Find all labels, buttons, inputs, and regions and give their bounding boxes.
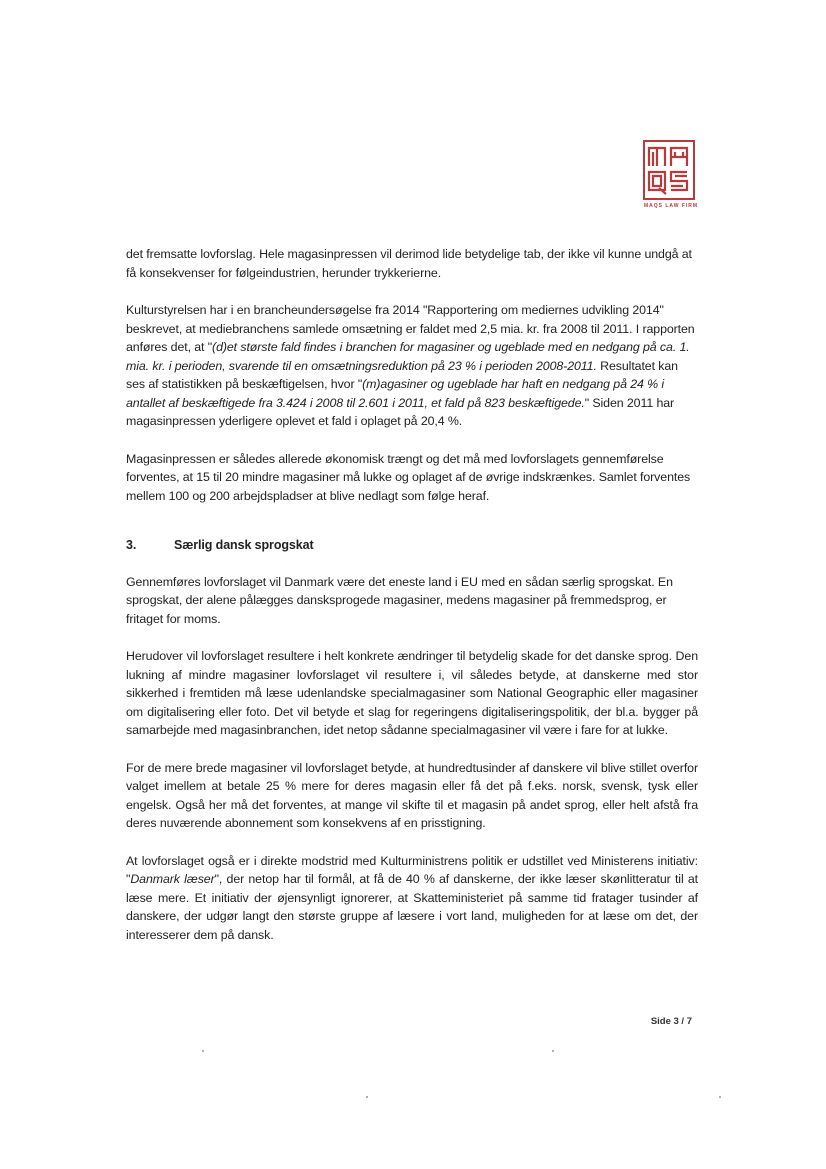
paragraph-2: Kulturstyrelsen har i en brancheundersøgelse fra 2014 "Rapportering om mediernes udvikling 2014" beskrevet, at mediebranchens samlede omsætning er faldet med 2,5 mia. kr. fra 2008 til 2011. I rapporten anføres det, at "(d)et største fald findes i branchen for magasiner og ugeblade med en nedgang på ca. 1. mia. kr. i perioden, svarende til en omsætningsreduktion på 23 % i perioden 2008-2011. Resultatet kan ses af statistikken på beskæftigelsen, hvor "(m)agasiner og ugeblade har haft en nedgang på 24 % i antallet af beskæftigede fra 3.424 i 2008 til 2.601 i 2011, et fald på 823 beskæftigede." Siden 2011 har magasinpressen yderligere oplevet et fald i oplaget på 20,4 %. [126, 303, 695, 428]
scan-speck [202, 1050, 204, 1052]
paragraph-1: det fremsatte lovforslag. Hele magasinpressen vil derimod lide betydelige tab, der ikke vil kunne undgå at få konsekvenser for følgeindustrien, herunder trykkerierne. [126, 247, 692, 280]
logo-caption: MAQS LAW FIRM [643, 203, 699, 209]
scan-speck [366, 1096, 368, 1098]
page-number: Side 3 / 7 [650, 1016, 692, 1027]
section-heading [126, 536, 698, 555]
paragraph-6: For de mere brede magasiner vil lovforslaget betyde, at hundredtusinder af danskere vil blive stillet overfor valget imellem at betale 25 % mere for deres magasin eller få det på f.eks. norsk, svensk, tysk eller engelsk. Også her må det forventes, at mange vil skifte til et magasin på andet sprog, eller helt afstå fra deres nuværende abonnement som konsekvens af en prisstigning. [126, 760, 698, 830]
scan-speck [719, 1096, 721, 1098]
scan-speck [552, 1050, 554, 1052]
initiative-name: Danmark læser [130, 872, 215, 886]
letter-body [126, 245, 698, 963]
paragraph-5: Herudover vil lovforslaget resultere i helt konkrete ændringer til betydelig skade for det danske sprog. Den lukning af mindre magasiner lovforslaget vil resultere i, vil således betyde, at danskerne med stor sikkerhed i fremtiden må læse udenlandske specialmagasiner som National Geographic eller magasiner om digitalisering eller foto. Det vil betyde et slag for regeringens digitaliseringspolitik, der bl.a. bygger på samarbejde med magasinbranchen, idet netop sådanne specialmagasiner vil være i fare for at lukke. [126, 649, 698, 737]
paragraph-7: At lovforslaget også er i direkte modstrid med Kulturministrens politik er udstillet ved Ministerens initiativ: "Danmark læser", der netop har til formål, at få de 40 % af danskerne, der ikke læser skønlitteratur til at læse mere. Et initiativ der øjensynligt ignorerer, at Skatteministeriet på samme tid fratager tusinder af danskere, der udgør langt den største gruppe af læsere i vort land, muligheden for at læse om det, der interesserer dem på dansk. [126, 853, 698, 942]
maqs-logo [643, 140, 697, 209]
logo-mark [643, 140, 695, 200]
quote-report-1: (d)et største fald findes i branchen for magasiner og ugeblade med en nedgang på ca. 1. mia. kr. i perioden, svarende til en omsætningsreduktion på 23 % i perioden 2008-2011. [126, 340, 690, 373]
section-number: 3. [126, 538, 137, 552]
quote-report-2: (m)agasiner og ugeblade har haft en nedgang på 24 % i antallet af beskæftigede fra 3.424 i 2008 til 2.601 i 2011, et fald på 823 beskæftigede. [126, 377, 665, 410]
section-title: Særlig dansk sprogskat [174, 538, 314, 552]
paragraph-3: Magasinpressen er således allerede økonomisk trængt og det må med lovforslagets gennemførelse forventes, at 15 til 20 mindre magasiner må lukke og oplaget af de øvrige indskrænkes. Samlet forventes mellem 100 og 200 arbejdspladser at blive nedlagt som følge heraf. [126, 451, 691, 503]
paragraph-4: Gennemføres lovforslaget vil Danmark være det eneste land i EU med en sådan særlig sprogskat. En sprogskat, der alene pålægges dansksprogede magasiner, medens magasiner på fremmedsprog, er fritaget for moms. [126, 574, 673, 626]
